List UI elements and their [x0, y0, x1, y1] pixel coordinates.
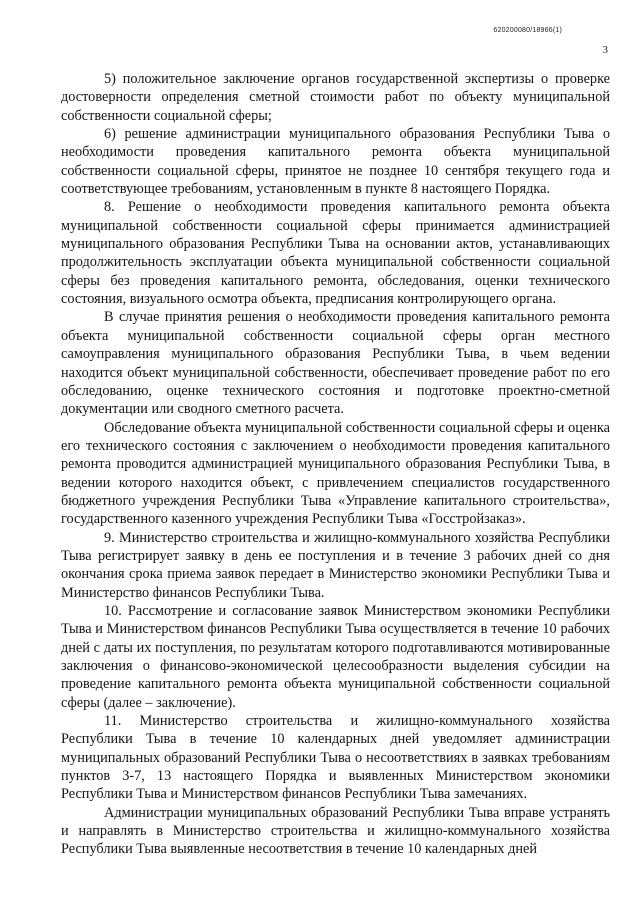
paragraph-clause-11: 11. Министерство строительства и жилищно-коммунального хозяйства Республики Тыва в течение 10 календарных дней уведомляет администрации муниципальных образований Республики Тыва о несоответствиях в заявках требованиям пунктов 3-7, 13 настоящего Порядка и выявленных Министерством экономики Республики Тыва и Министерством финансов Республики Тыва замечаниях.: [61, 713, 610, 803]
paragraph-clause-10: 10. Рассмотрение и согласование заявок Министерством экономики Республики Тыва и Министерством финансов Республики Тыва осуществляется в течение 10 рабочих дней с даты их поступления, по результатам которого подготавливаются мотивированные заключения о финансово-экономической целесообразности выделения субсидии на проведение капитального ремонта объекта муниципальной собственности социальной сферы (далее – заключение).: [61, 602, 610, 711]
paragraph-inspection: Обследование объекта муниципальной собственности социальной сферы и оценка его технического состояния с заключением о необходимости проведения капитального ремонта проводится администрацией муниципального образования Республики Тыва, в ведении которого находится объект, с привлечением специалистов государственного бюджетного учреждения Республики Тыва «Управление капитального строительства», государственного казенного учреждения Республики Тыва «Госстройзаказ».: [61, 419, 610, 528]
document-id: 620200080/18966(1): [493, 27, 562, 34]
paragraph-clause-8: 8. Решение о необходимости проведения капитального ремонта объекта муниципальной собственности социальной сферы принимается администрацией муниципального образования Республики Тыва на основании актов, устанавливающих продолжительность эксплуатации объекта муниципальной собственности социальной сферы без проведения капитального ремонта, обследования, оценки технического состояния, визуального осмотра объекта, предписания контролирующего органа.: [61, 199, 610, 308]
paragraph-item-6: 6) решение администрации муниципального образования Республики Тыва о необходимости проведения капитального ремонта объекта муниципальной собственности социальной сферы, принятое не позднее 10 сентября текущего года и соответствующее требованиям, установленным в пункте 8 настоящего Порядка.: [61, 126, 610, 198]
paragraph-item-5: 5) положительное заключение органов государственной экспертизы о проверке достоверности определения сметной стоимости работ по объекту муниципальной собственности социальной сферы;: [61, 71, 610, 124]
paragraph-clause-9: 9. Министерство строительства и жилищно-коммунального хозяйства Республики Тыва регистрирует заявку в день ее поступления и в течение 3 рабочих дней со дня окончания срока приема заявок передает в Министерство экономики Республики Тыва и Министерство финансов Республики Тыва.: [61, 529, 610, 601]
paragraph-administrations: Администрации муниципальных образований Республики Тыва вправе устранять и направлять в Министерство строительства и жилищно-коммунального хозяйства Республики Тыва выявленные несоответствия в течение 10 календарных дней: [61, 804, 610, 858]
page-number: 3: [602, 44, 608, 56]
document-body: [61, 70, 610, 859]
paragraph-decision-case: В случае принятия решения о необходимости проведения капитального ремонта объекта муниципальной собственности социальной сферы орган местного самоуправления муниципального образования Республики Тыва, в чьем ведении находится объект муниципальной собственности, обеспечивает проведение работ по его обследованию, оценке технического состояния и подготовке проектно-сметной документации или сводного сметного расчета.: [61, 309, 610, 418]
